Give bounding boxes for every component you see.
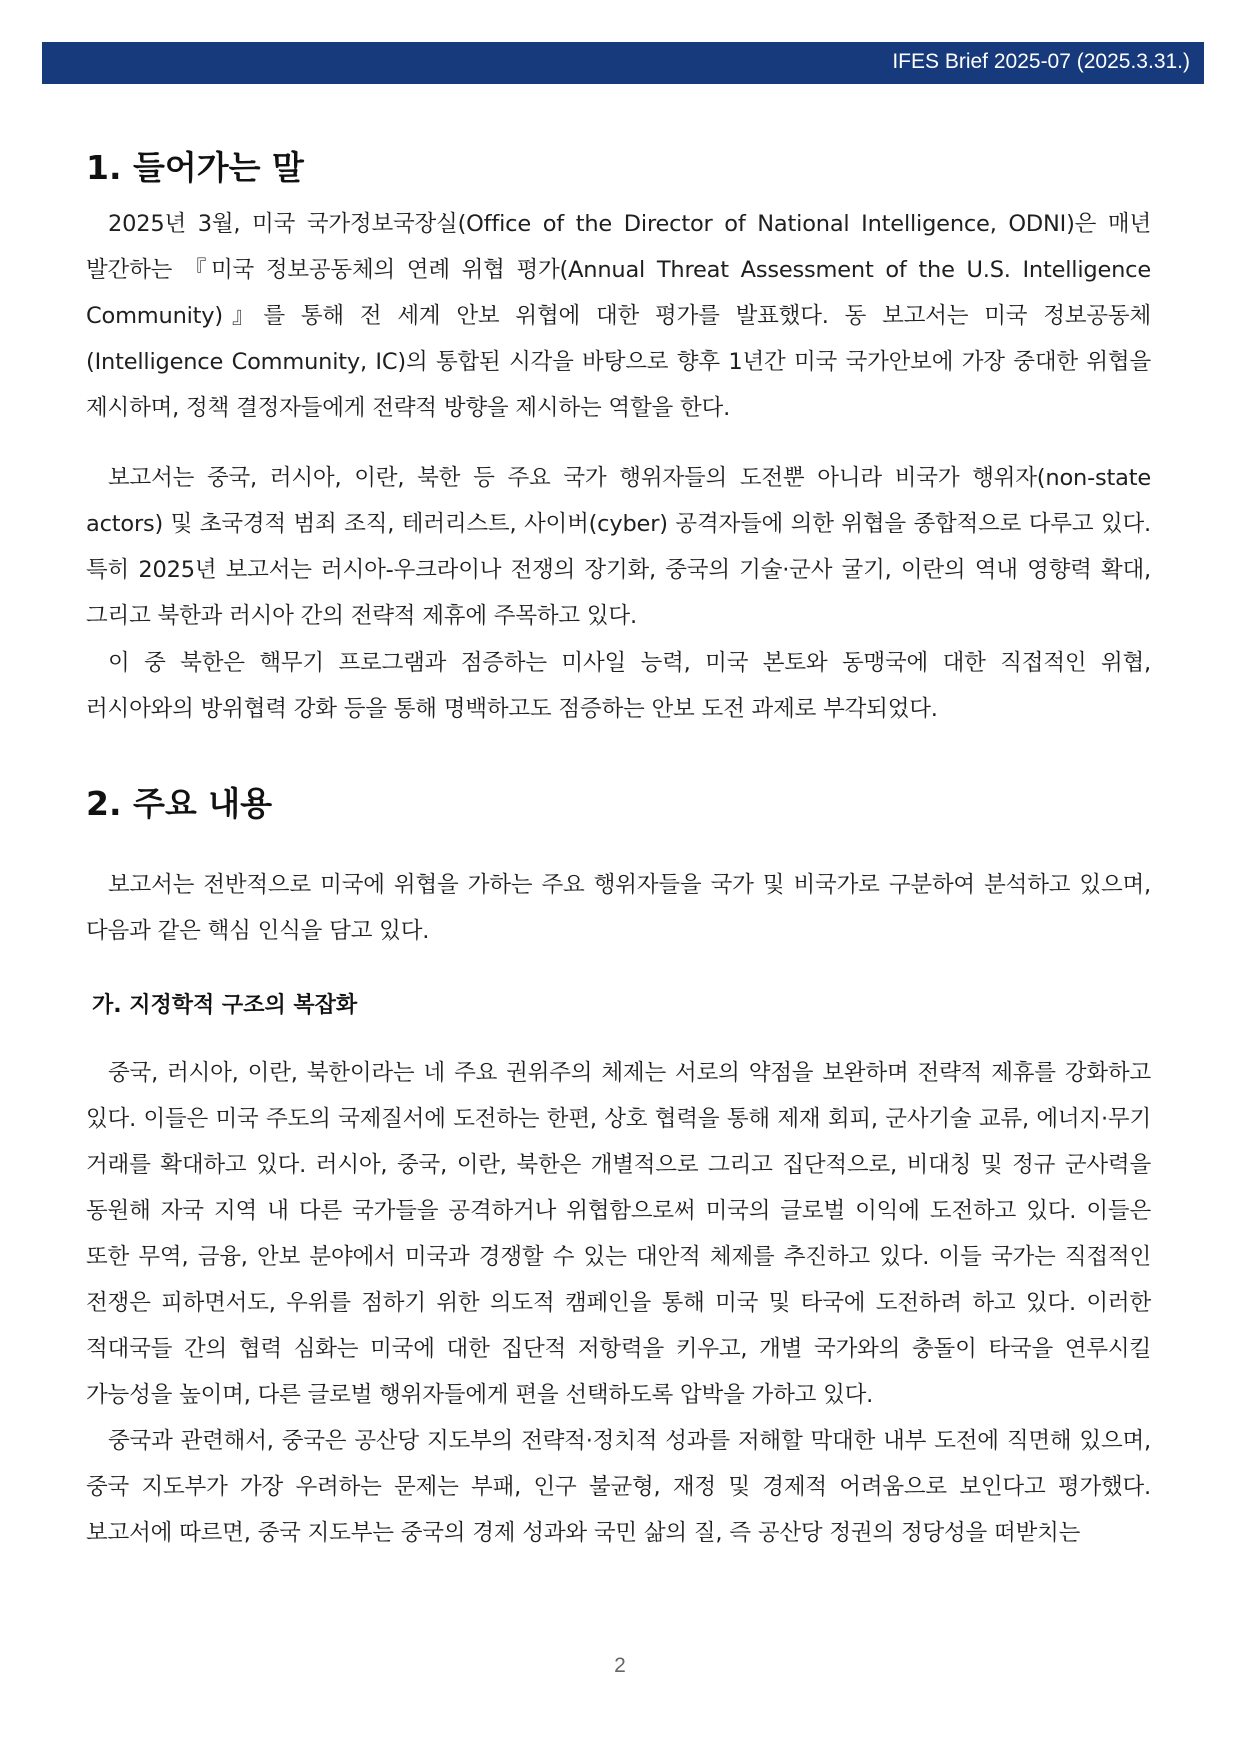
section-title-main-content: 2. 주요 내용: [86, 784, 272, 823]
section-title-introduction: 1. 들어가는 말: [86, 148, 304, 187]
intro-paragraph-2: 보고서는 중국, 러시아, 이란, 북한 등 주요 국가 행위자들의 도전뿐 아니라 비국가 행위자(non-state actors) 및 초국경적 범죄 조직, 테러리스트, 사이버(cyber) 공격자들에 의한 위협을 종합적으로 다루고 있다. 특히 2025년 보고서는 러시아-우크라이나 전쟁의 장기화, 중국의 기술·군사 굴기, 이란의 역내 영향력 확대, 그리고 북한과 러시아 간의 전략적 제휴에 주목하고 있다.: [86, 465, 1151, 629]
main-paragraph-1: 보고서는 전반적으로 미국에 위협을 가하는 주요 행위자들을 국가 및 비국가로 구분하여 분석하고 있으며, 다음과 같은 핵심 인식을 담고 있다.: [86, 872, 1151, 944]
geopolitics-paragraph-1: 중국, 러시아, 이란, 북한이라는 네 주요 권위주의 체제는 서로의 약점을 보완하며 전략적 제휴를 강화하고 있다. 이들은 미국 주도의 국제질서에 도전하는 한편, 상호 협력을 통해 제재 회피, 군사기술 교류, 에너지·무기 거래를 확대하고 있다. 러시아, 중국, 이란, 북한은 개별적으로 그리고 집단적으로, 비대칭 및 정규 군사력을 동원해 자국 지역 내 다른 국가들을 공격하거나 위협함으로써 미국의 글로벌 이익에 도전하고 있다. 이들은 또한 무역, 금융, 안보 분야에서 미국과 경쟁할 수 있는 대안적 체제를 추진하고 있다. 이들 국가는 직접적인 전쟁은 피하면서도, 우위를 점하기 위한 의도적 캠페인을 통해 미국 및 타국에 도전하려 하고 있다. 이러한 적대국들 간의 협력 심화는 미국에 대한 집단적 저항력을 키우고, 개별 국가와의 충돌이 타국을 연루시킬 가능성을 높이며, 다른 글로벌 행위자들에게 편을 선택하도록 압박을 가하고 있다.: [86, 1060, 1151, 1408]
header-bar: [42, 42, 1204, 84]
intro-paragraph-1: 2025년 3월, 미국 국가정보국장실(Office of the Director of National Intelligence, ODNI)은 매년 발간하는 『미국 정보공동체의 연례 위협 평가(Annual Threat Assessment of the U.S. Intelligence Community)』를 통해 전 세계 안보 위협에 대한 평가를 발표했다. 동 보고서는 미국 정보공동체(Intelligence Community, IC)의 통합된 시각을 바탕으로 향후 1년간 미국 국가안보에 가장 중대한 위협을 제시하며, 정책 결정자들에게 전략적 방향을 제시하는 역할을 한다.: [86, 211, 1151, 421]
geopolitics-paragraph-2: 중국과 관련해서, 중국은 공산당 지도부의 전략적·정치적 성과를 저해할 막대한 내부 도전에 직면해 있으며, 중국 지도부가 가장 우려하는 문제는 부패, 인구 불균형, 재정 및 경제적 어려움으로 보인다고 평가했다. 보고서에 따르면, 중국 지도부는 중국의 경제 성과와 국민 삶의 질, 즉 공산당 정권의 정당성을 떠받치는: [86, 1428, 1151, 1546]
brief-label: IFES Brief 2025-07 (2025.3.31.): [892, 50, 1190, 73]
page-number: 2: [614, 1654, 626, 1677]
intro-paragraph-3: 이 중 북한은 핵무기 프로그램과 점증하는 미사일 능력, 미국 본토와 동맹국에 대한 직접적인 위협, 러시아와의 방위협력 강화 등을 통해 명백하고도 점증하는 안보 도전 과제로 부각되었다.: [86, 650, 1151, 722]
subsection-title-geopolitics: 가. 지정학적 구조의 복잡화: [92, 993, 358, 1018]
